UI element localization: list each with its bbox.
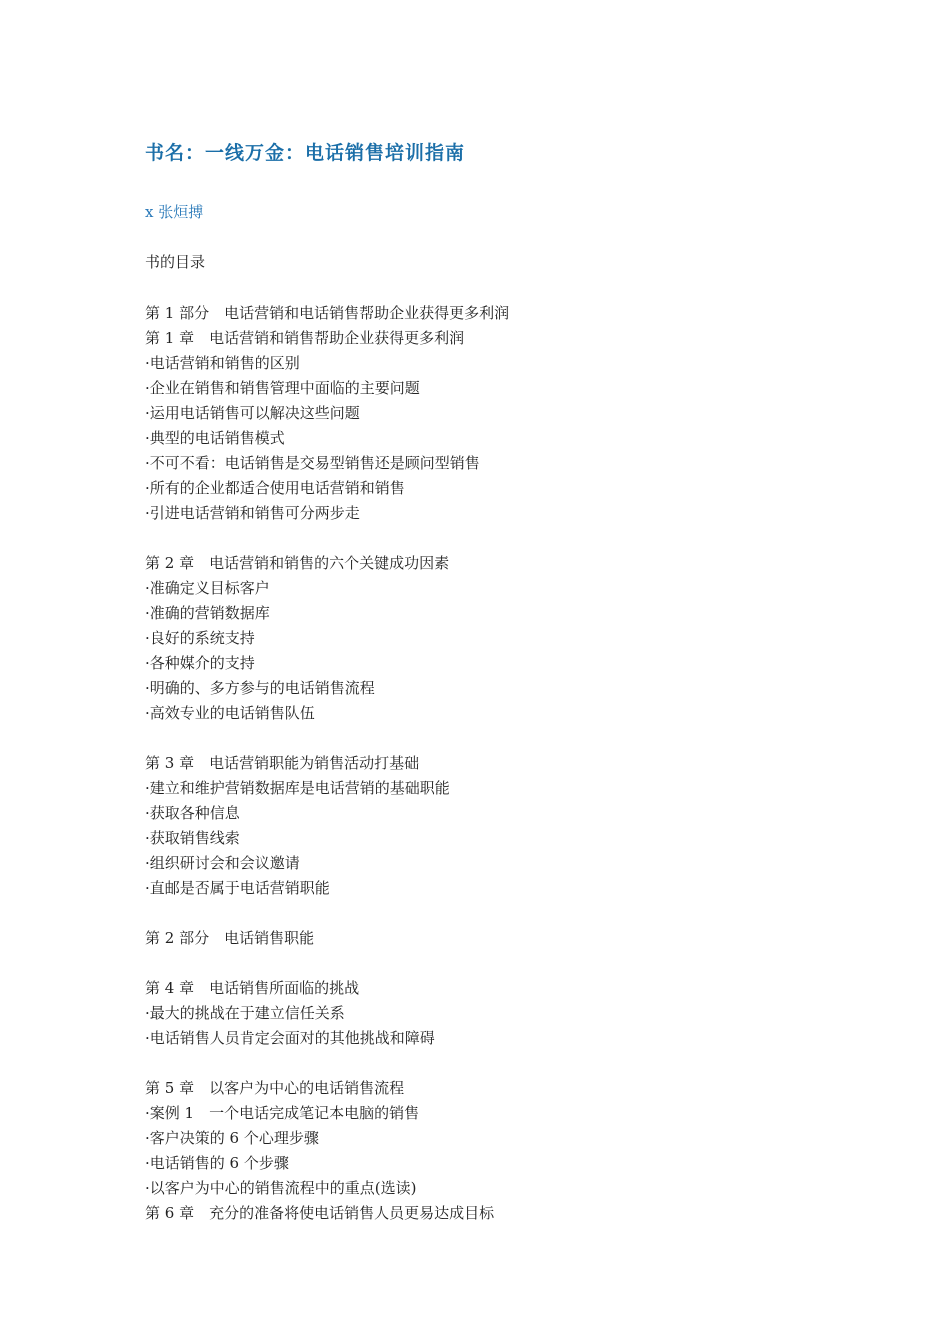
toc-section-item: ·建立和维护营销数据库是电话营销的基础职能 xyxy=(145,779,450,797)
toc-section-item: ·电话销售人员肯定会面对的其他挑战和障碍 xyxy=(145,1029,435,1047)
toc-section-item: ·高效专业的电话销售队伍 xyxy=(145,704,315,722)
toc-section-item: ·直邮是否属于电话营销职能 xyxy=(145,879,330,897)
toc-chapter-heading: 第 3 章 电话营销职能为销售活动打基础 xyxy=(145,754,420,772)
toc-spacer xyxy=(145,1051,509,1076)
toc-section-item: ·电话销售的 6 个步骤 xyxy=(145,1154,289,1172)
toc-section-item: ·电话营销和销售的区别 xyxy=(145,354,300,372)
toc-chapter-heading: 第 2 部分 电话销售职能 xyxy=(145,929,315,947)
toc-spacer xyxy=(145,526,509,551)
toc-section-item: ·所有的企业都适合使用电话营销和销售 xyxy=(145,479,405,497)
toc-section-item: ·不可不看：电话销售是交易型销售还是顾问型销售 xyxy=(145,454,480,472)
toc-section-item: ·准确的营销数据库 xyxy=(145,604,270,622)
toc-section-item: ·运用电话销售可以解决这些问题 xyxy=(145,404,360,422)
author-line[interactable]: x 张烜搏 xyxy=(145,203,204,221)
toc-section-item: ·典型的电话销售模式 xyxy=(145,429,285,447)
toc-spacer xyxy=(145,726,509,751)
book-title: 书名：一线万金：电话销售培训指南 xyxy=(145,142,466,164)
toc-section-item: ·企业在销售和销售管理中面临的主要问题 xyxy=(145,379,420,397)
toc-chapter-heading: 第 5 章 以客户为中心的电话销售流程 xyxy=(145,1079,405,1097)
toc-section-item: ·获取销售线索 xyxy=(145,829,240,847)
toc-section-item: ·组织研讨会和会议邀请 xyxy=(145,854,300,872)
toc-section-item: ·引进电话营销和销售可分两步走 xyxy=(145,504,360,522)
toc-spacer xyxy=(145,951,509,976)
toc-section-item: ·最大的挑战在于建立信任关系 xyxy=(145,1004,345,1022)
toc-chapter-heading: 第 6 章 充分的准备将使电话销售人员更易达成目标 xyxy=(145,1204,495,1222)
toc-chapter-heading: 第 1 章 电话营销和销售帮助企业获得更多利润 xyxy=(145,329,465,347)
toc-chapter-heading: 第 2 章 电话营销和销售的六个关键成功因素 xyxy=(145,554,450,572)
toc-chapter-heading: 第 4 章 电话销售所面临的挑战 xyxy=(145,979,360,997)
toc-section-item: ·各种媒介的支持 xyxy=(145,654,255,672)
toc-section-item: ·明确的、多方参与的电话销售流程 xyxy=(145,679,375,697)
toc-heading: 书的目录 xyxy=(145,253,206,271)
toc-section-item: ·良好的系统支持 xyxy=(145,629,255,647)
toc-section-item: ·以客户为中心的销售流程中的重点(选读) xyxy=(145,1179,417,1197)
toc-chapter-heading: 第 1 部分 电话营销和电话销售帮助企业获得更多利润 xyxy=(145,304,510,322)
toc-section-item: ·准确定义目标客户 xyxy=(145,579,270,597)
toc-section-item: ·案例 1 一个电话完成笔记本电脑的销售 xyxy=(145,1104,420,1122)
table-of-contents xyxy=(145,301,509,1226)
toc-spacer xyxy=(145,901,509,926)
toc-section-item: ·客户决策的 6 个心理步骤 xyxy=(145,1129,319,1147)
toc-section-item: ·获取各种信息 xyxy=(145,804,240,822)
